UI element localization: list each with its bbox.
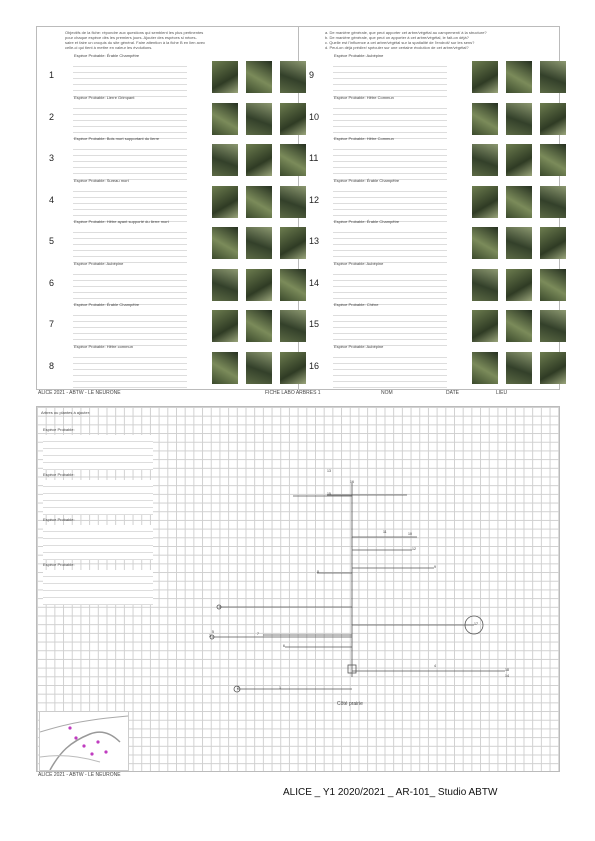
intro-line: saire et faire un croquis du site général. Faire attention à la fiche B en lien avec (65, 40, 206, 45)
tree-photo (246, 310, 272, 342)
intro-line: celle-ci qui tient à mettre en valeur les évolutions. (65, 45, 153, 50)
node-label: 6 (283, 644, 285, 648)
species-label: Espèce Probable: Aubépine (334, 53, 384, 58)
tree-entry (309, 344, 554, 385)
node-label: 10 (408, 532, 412, 536)
tree-photo (246, 186, 272, 218)
intro-objectives (65, 30, 230, 50)
tree-photo (540, 227, 566, 259)
node-label: 15 (327, 492, 331, 496)
species-label: Espèce Probable: Aubépine (334, 343, 384, 349)
tree-photo (280, 310, 306, 342)
tree-entry (309, 53, 554, 94)
project-credit: ALICE _ Y1 2020/2021 _ AR-101_ Studio ABTW (283, 787, 498, 798)
tree-photo (212, 352, 238, 384)
tree-photo (472, 269, 498, 301)
node-label: 9 (434, 565, 436, 569)
tree-entry (49, 136, 294, 177)
tree-number: 2 (49, 111, 55, 122)
species-label: Espèce Probable: Chêne (334, 302, 379, 307)
node-label: 14 (505, 674, 509, 678)
tree-photo (212, 103, 238, 135)
intro-line: Objectifs de la fiche: répondre aux questions qui semblent les plus pertinentes (65, 30, 204, 35)
node-label: 5 (212, 630, 214, 634)
tree-number: 7 (49, 319, 55, 329)
species-label: Espèce Probable: Bois mort supportant du lierre (74, 136, 160, 141)
tree-photo (280, 352, 306, 384)
tree-photo (212, 227, 238, 259)
notes-lines (333, 186, 447, 222)
node-label: 13 (327, 469, 331, 473)
sketch-footer: ALICE 2021 - ABTW - LE NEURONE (38, 772, 121, 778)
tree-photo (212, 144, 238, 176)
tree-photo (246, 269, 272, 301)
tree-number: 12 (309, 194, 320, 205)
intro-line: pour chaque espèce dès les premiers jours. Ajouter des espèces si néces- (65, 35, 197, 40)
tree-photo (506, 186, 532, 218)
tree-entry (49, 95, 294, 136)
tree-entry (309, 219, 554, 260)
tree-photo (472, 352, 498, 384)
tree-photo (246, 144, 272, 176)
tree-number: 14 (309, 277, 320, 288)
tree-photo (280, 227, 306, 259)
tree-number: 13 (309, 236, 320, 246)
notes-lines (333, 103, 447, 139)
question-line: c. Quelle est l'influence a cet arbre/végétal sur la spatialité de l'endroit/ sur les sens? (325, 40, 475, 45)
tree-number: 6 (49, 277, 55, 288)
species-label: Espèce Probable: Érable Champêtre (334, 177, 400, 183)
species-label: Espèce Probable: Érable Champêtre (74, 302, 140, 307)
species-label: Espèce Probable: Hêtre commun (74, 343, 133, 349)
species-label: Espèce Probable: Lierre Grimpant (74, 94, 135, 100)
intro-questions (325, 30, 555, 50)
node-label: 16 (350, 480, 354, 484)
tree-entry (309, 261, 554, 302)
tree-number: 10 (309, 111, 320, 122)
species-label: Espèce Probable: Érable Champêtre (74, 53, 140, 58)
tree-photo (212, 61, 238, 93)
tree-photo (212, 269, 238, 301)
tree-number: 1 (49, 70, 55, 80)
notes-lines (73, 144, 187, 180)
tree-entry (49, 344, 294, 385)
tree-photo (212, 310, 238, 342)
species-label: Espèce Probable: Hêtre Commun (334, 136, 394, 141)
tree-photo (506, 144, 532, 176)
tree-photo (540, 352, 566, 384)
species-label: Espèce Probable: Aubépine (74, 260, 124, 266)
tree-number: 8 (49, 360, 55, 371)
tree-number: 9 (309, 70, 315, 80)
tree-entry (309, 178, 554, 219)
box-species-label: Espèce Probable: (43, 472, 75, 477)
notes-lines (333, 144, 447, 180)
box-species-label: Espèce Probable: (43, 427, 75, 432)
tree-photo (472, 310, 498, 342)
tree-photo (540, 310, 566, 342)
species-label: Espèce Probable: Érable Champêtre (334, 219, 400, 224)
notes-lines (333, 269, 447, 305)
tree-entry (309, 302, 554, 343)
tree-photo (506, 352, 532, 384)
footer-title: FICHE LABO ARBRES 1 (265, 390, 321, 396)
fiche-labo-arbres-sheet (36, 26, 560, 390)
notes-lines (333, 352, 447, 388)
node-label: 7 (257, 632, 259, 636)
tree-number: 11 (309, 153, 319, 163)
tree-entry (49, 261, 294, 302)
notes-lines (333, 310, 447, 346)
box-species-label: Espèce Probable: (43, 562, 75, 567)
footer-author: ALICE 2021 - ABTW - LE NEURONE (38, 390, 121, 396)
tree-photo (246, 352, 272, 384)
tree-photo (246, 61, 272, 93)
node-label: 1 (279, 686, 281, 690)
location-mini-map (39, 711, 129, 771)
question-line: a. De manière générale, que peut apporter cet arbre/végétal au campement/ à la structure? (325, 30, 487, 35)
tree-entry (49, 219, 294, 260)
tree-photo (506, 103, 532, 135)
notes-lines (73, 186, 187, 222)
tree-entry (49, 53, 294, 94)
tree-photo (506, 61, 532, 93)
tree-photo (280, 186, 306, 218)
notes-lines (73, 103, 187, 139)
tree-photo (280, 103, 306, 135)
tree-entry (309, 95, 554, 136)
notes-lines (333, 227, 447, 263)
footer-lieu: LIEU (496, 390, 508, 396)
mini-map-drawing (40, 712, 128, 770)
footer-date: DATE (446, 390, 459, 396)
tree-photo (472, 61, 498, 93)
tree-photo (472, 186, 498, 218)
notes-lines (73, 61, 187, 97)
tree-number: 3 (49, 153, 55, 163)
species-label: Espèce Probable: Hêtre ayant supporté du lierre mort (74, 219, 169, 224)
tree-photo (540, 103, 566, 135)
node-label: 2 (237, 686, 239, 690)
node-label: 17 (474, 622, 478, 626)
tree-photo (540, 269, 566, 301)
node-label: 4 (434, 664, 436, 668)
tree-entry (49, 178, 294, 219)
tree-photo (472, 144, 498, 176)
notes-lines (73, 310, 187, 346)
species-label: Espèce Probable: Sureau mort (74, 177, 129, 183)
tree-number: 4 (49, 194, 55, 205)
tree-photo (506, 227, 532, 259)
tree-photo (506, 269, 532, 301)
tree-photo (472, 103, 498, 135)
tree-photo (212, 186, 238, 218)
node-label: 12 (412, 547, 416, 551)
tree-entry (49, 302, 294, 343)
tree-photo (540, 144, 566, 176)
tree-number: 15 (309, 319, 320, 329)
tree-number: 16 (309, 360, 320, 371)
node-label: 11 (383, 530, 387, 534)
node-label: 18 (505, 668, 509, 672)
species-label: Espèce Probable: Aubépine (334, 260, 384, 266)
tree-number: 5 (49, 236, 55, 246)
footer-nom: NOM (381, 390, 393, 396)
notes-lines (73, 227, 187, 263)
question-line: b. De manière générale, que peut on apporter à cet arbre/végétal, le fait-on déjà? (325, 35, 469, 40)
site-sketch-sheet (36, 406, 560, 772)
tree-photo (540, 186, 566, 218)
node-label: 8 (317, 570, 319, 574)
sketch-heading: Arbres ou plantes à ajouter: (41, 410, 91, 415)
tree-photo (280, 61, 306, 93)
tree-entry (309, 136, 554, 177)
question-line: d. Peut-on déjà prédire/ spéculer sur une certaine évolution de cet arbre/végétal? (325, 45, 469, 50)
side-label: Côté prairie (337, 701, 363, 707)
species-label: Espèce Probable: Hêtre Commun (334, 94, 394, 100)
box-species-label: Espèce Probable: (43, 517, 75, 522)
tree-photo (246, 103, 272, 135)
node-label: 3 (209, 634, 211, 638)
tree-photo (280, 269, 306, 301)
notes-lines (333, 61, 447, 97)
notes-lines (73, 352, 187, 388)
tree-photo (506, 310, 532, 342)
notes-lines (73, 269, 187, 305)
tree-photo (246, 227, 272, 259)
tree-photo (472, 227, 498, 259)
tree-photo (540, 61, 566, 93)
tree-photo (280, 144, 306, 176)
